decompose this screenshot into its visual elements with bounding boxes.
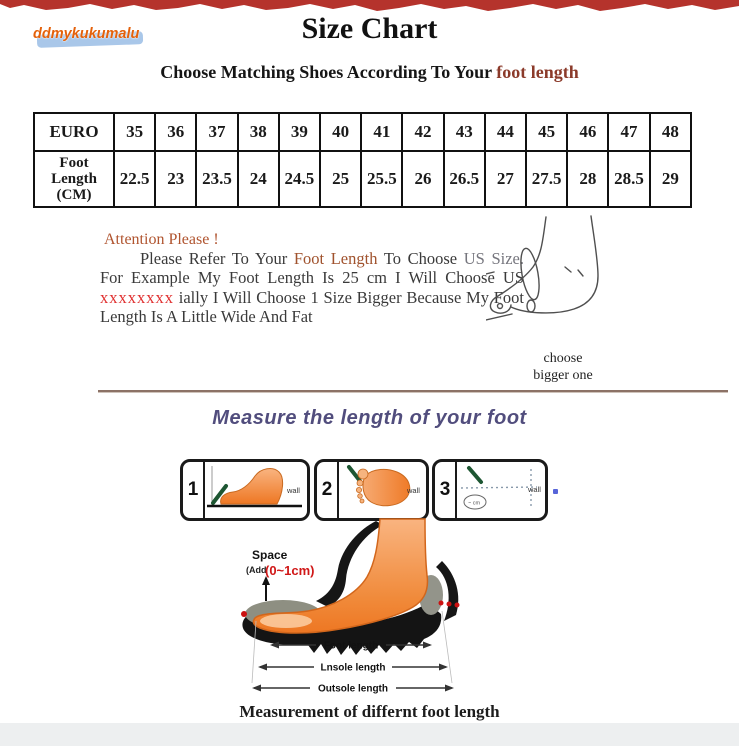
cm-cell: 23.5 xyxy=(196,151,237,207)
foot-side-measure-icon xyxy=(205,462,304,512)
measure-section-heading: Measure the length of your foot xyxy=(212,407,527,429)
euro-cell: 47 xyxy=(608,113,649,151)
range-label: (0~1cm) xyxy=(265,563,315,578)
euro-cell: 42 xyxy=(402,113,443,151)
cm-cell: 25.5 xyxy=(361,151,402,207)
torn-edge-decoration xyxy=(0,0,739,12)
step-number: 3 xyxy=(435,462,457,518)
step-1-art xyxy=(205,462,307,518)
page-title: Size Chart xyxy=(301,12,438,45)
euro-cell: 35 xyxy=(114,113,155,151)
insole-length-label: Lnsole length xyxy=(320,662,386,674)
us-size-text: US Size. xyxy=(463,249,525,268)
watermark-text: ddmykukumalu xyxy=(33,26,140,42)
cm-cell: 27 xyxy=(485,151,526,207)
wall-label: wall xyxy=(287,486,300,495)
euro-cell: 41 xyxy=(361,113,402,151)
wall-label: wall xyxy=(407,486,420,495)
measure-step-1 xyxy=(180,459,310,521)
cm-cell: 22.5 xyxy=(114,151,155,207)
attention-paragraph: Please Refer To Your Foot Length To Choose US Size. For Example My Foot Length Is 25 cm I Will Choose US xxxxxxxx ially I Will Choose 1 Size Bigger Because My Foot Length Is A Little Wide And Fat xyxy=(100,249,525,327)
wall-label: wall xyxy=(528,485,541,494)
subtitle-highlight: foot length xyxy=(496,62,579,82)
cm-cell: 26 xyxy=(402,151,443,207)
bottom-gray-strip xyxy=(0,723,739,746)
cm-cell: 28.5 xyxy=(608,151,649,207)
circle-label: ~ cm xyxy=(468,500,481,507)
step-2-art xyxy=(339,462,426,518)
row-header-foot-length: Foot Length (CM) xyxy=(34,151,114,207)
foot-sketch-illustration xyxy=(486,212,651,340)
table-row-euro xyxy=(34,113,691,151)
euro-cell: 36 xyxy=(155,113,196,151)
euro-cell: 48 xyxy=(650,113,691,151)
step-3-art xyxy=(457,462,545,518)
subtitle xyxy=(0,62,739,83)
add-label: (Add xyxy=(246,565,267,575)
row-header-euro: EURO xyxy=(34,113,114,151)
bottom-caption: Measurement of differnt foot length xyxy=(239,702,500,721)
step-number: 1 xyxy=(183,462,205,518)
cm-cell: 26.5 xyxy=(444,151,485,207)
cm-cell: 23 xyxy=(155,151,196,207)
foot-length-label: Foot length xyxy=(323,640,379,652)
euro-cell: 43 xyxy=(444,113,485,151)
subtitle-prefix: Choose Matching Shoes According To Your xyxy=(160,62,497,82)
cm-cell: 29 xyxy=(650,151,691,207)
size-table xyxy=(33,112,692,208)
crossed-out-text: xxxxxxxx xyxy=(100,287,174,307)
foot-length-highlight: Foot Length xyxy=(293,249,378,268)
choose-bigger-note: choose bigger one xyxy=(533,351,593,383)
euro-cell: 45 xyxy=(526,113,567,151)
cm-cell: 25 xyxy=(320,151,361,207)
foot-length-diagram xyxy=(228,517,476,703)
attention-heading: Attention Please ! xyxy=(104,231,219,248)
section-divider xyxy=(98,390,728,393)
cm-cell: 24.5 xyxy=(279,151,320,207)
outsole-length-label: Outsole length xyxy=(318,683,388,695)
euro-cell: 44 xyxy=(485,113,526,151)
step-number: 2 xyxy=(317,462,339,518)
space-label: Space xyxy=(252,548,288,562)
cm-cell: 24 xyxy=(238,151,279,207)
blue-dot-artifact xyxy=(553,489,558,494)
euro-cell: 39 xyxy=(279,113,320,151)
distance-measure-icon xyxy=(457,462,542,512)
cm-cell: 28 xyxy=(567,151,608,207)
euro-cell: 40 xyxy=(320,113,361,151)
measure-step-3 xyxy=(432,459,548,521)
cm-cell: 27.5 xyxy=(526,151,567,207)
foot-top-measure-icon xyxy=(339,462,423,512)
measure-step-2 xyxy=(314,459,429,521)
table-row-foot-length xyxy=(34,151,691,207)
euro-cell: 38 xyxy=(238,113,279,151)
euro-cell: 46 xyxy=(567,113,608,151)
euro-cell: 37 xyxy=(196,113,237,151)
